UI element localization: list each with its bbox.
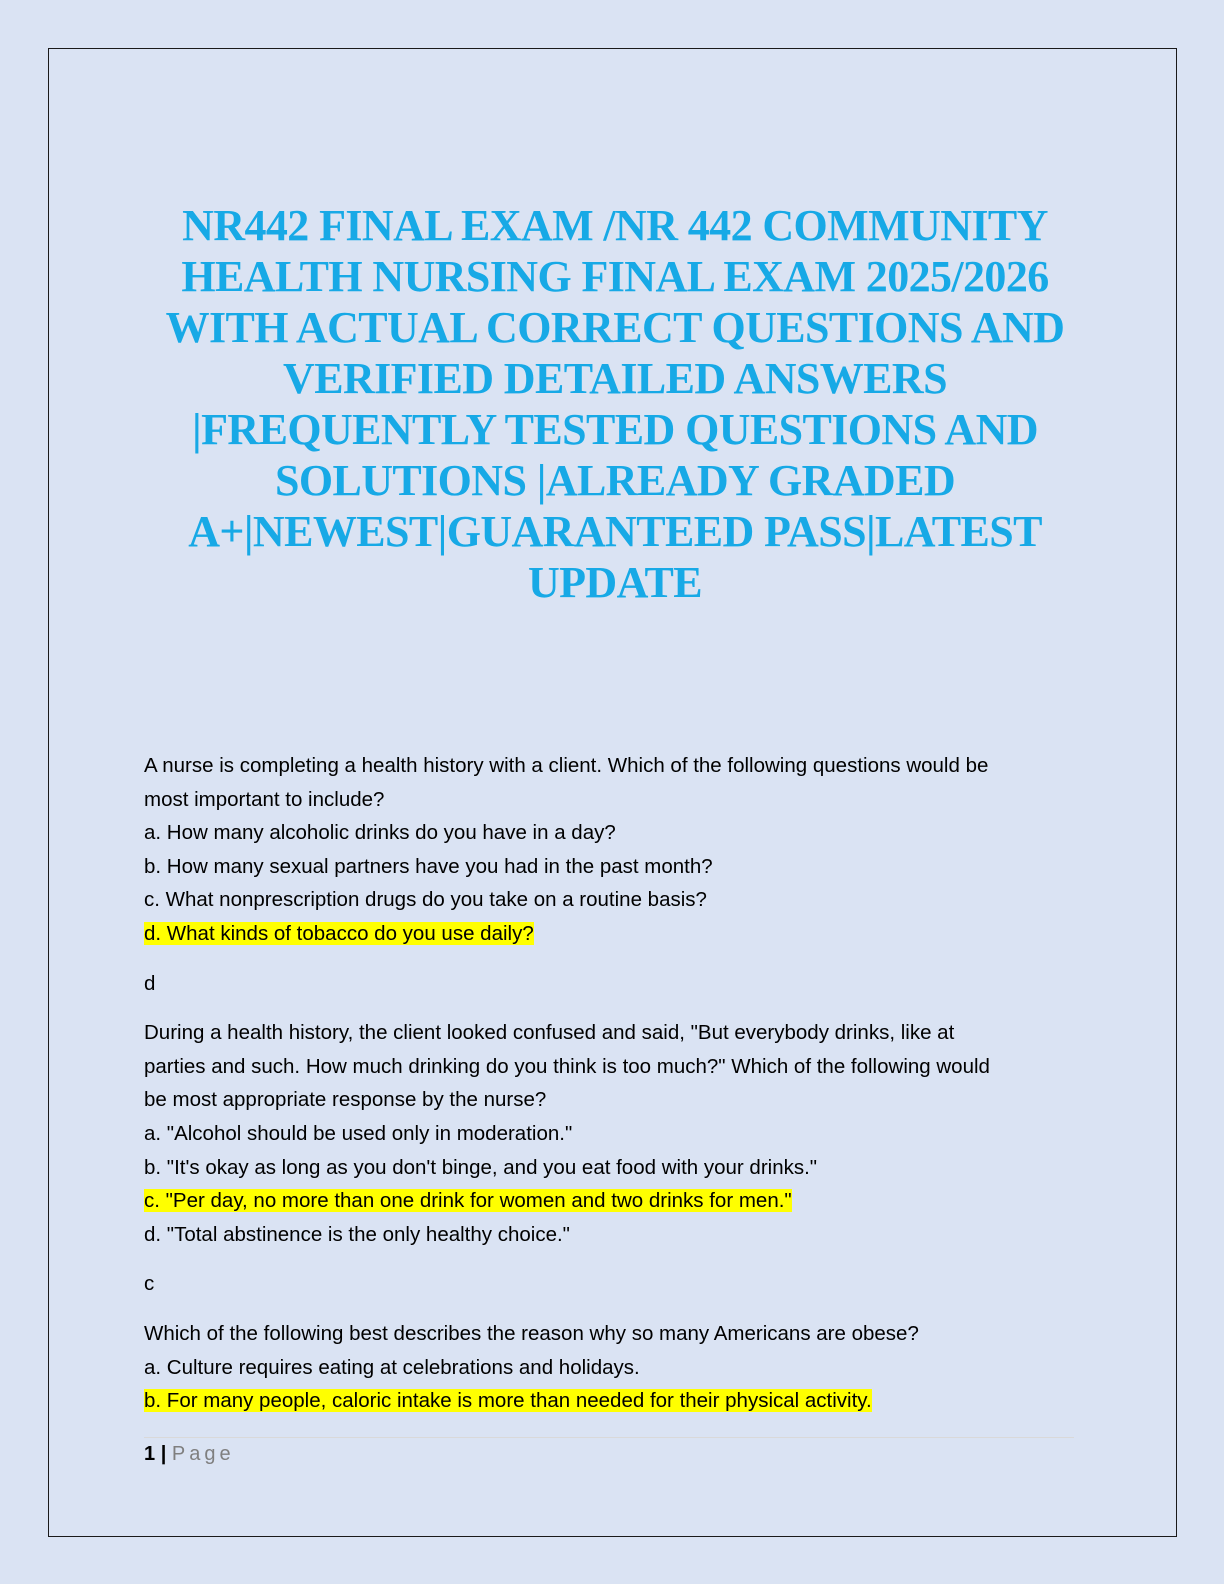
page-number: 1 bbox=[144, 1443, 156, 1465]
question-2 bbox=[144, 1016, 1074, 1301]
page-footer bbox=[144, 1440, 235, 1468]
answer-key: c bbox=[144, 1272, 155, 1296]
question-stem: A nurse is completing a health history with a client. Which of the following questions would be bbox=[144, 754, 989, 777]
answer-key: d bbox=[144, 971, 156, 995]
option-b: b. "It's okay as long as you don't binge, and you eat food with your drinks." bbox=[144, 1155, 818, 1179]
option-a: a. Culture requires eating at celebrations and holidays. bbox=[144, 1355, 640, 1379]
title-line: VERIFIED DETAILED ANSWERS bbox=[283, 354, 947, 403]
option-b-highlighted: b. For many people, caloric intake is more than needed for their physical activity. bbox=[144, 1389, 872, 1413]
footer-divider bbox=[144, 1437, 1074, 1438]
question-stem: parties and such. How much drinking do you think is too much?" Which of the following would bbox=[144, 1054, 990, 1078]
question-list bbox=[144, 749, 1074, 1418]
title-line: UPDATE bbox=[527, 558, 703, 607]
option-d-highlighted: d. What kinds of tobacco do you use daily? bbox=[144, 921, 534, 945]
question-stem: be most appropriate response by the nurse? bbox=[144, 1088, 547, 1112]
title-line: |FREQUENTLY TESTED QUESTIONS AND bbox=[192, 405, 1038, 454]
title-line: HEALTH NURSING FINAL EXAM 2025/2026 bbox=[181, 252, 1049, 301]
document-title bbox=[120, 200, 1110, 608]
title-line: WITH ACTUAL CORRECT QUESTIONS AND bbox=[165, 303, 1065, 352]
question-stem: Which of the following best describes the reason why so many Americans are obese? bbox=[144, 1321, 919, 1345]
option-b: b. How many sexual partners have you had in the past month? bbox=[144, 854, 713, 878]
title-line: NR442 FINAL EXAM /NR 442 COMMUNITY bbox=[182, 201, 1048, 250]
title-line: A+|NEWEST|GUARANTEED PASS|LATEST bbox=[188, 507, 1042, 556]
option-c: c. What nonprescription drugs do you take on a routine basis? bbox=[144, 888, 707, 912]
title-line: SOLUTIONS |ALREADY GRADED bbox=[274, 456, 956, 505]
question-1 bbox=[144, 749, 1074, 1000]
footer-separator: | bbox=[160, 1443, 167, 1465]
page-label: Page bbox=[171, 1443, 235, 1465]
question-stem: During a health history, the client looked confused and said, "But everybody drinks, like at bbox=[144, 1021, 955, 1045]
question-3 bbox=[144, 1317, 1074, 1418]
question-stem: most important to include? bbox=[144, 787, 385, 811]
option-d: d. "Total abstinence is the only healthy choice." bbox=[144, 1222, 570, 1246]
option-a: a. "Alcohol should be used only in moderation." bbox=[144, 1121, 573, 1145]
option-c-highlighted: c. "Per day, no more than one drink for women and two drinks for men." bbox=[144, 1189, 792, 1213]
option-a: a. How many alcoholic drinks do you have in a day? bbox=[144, 821, 616, 845]
